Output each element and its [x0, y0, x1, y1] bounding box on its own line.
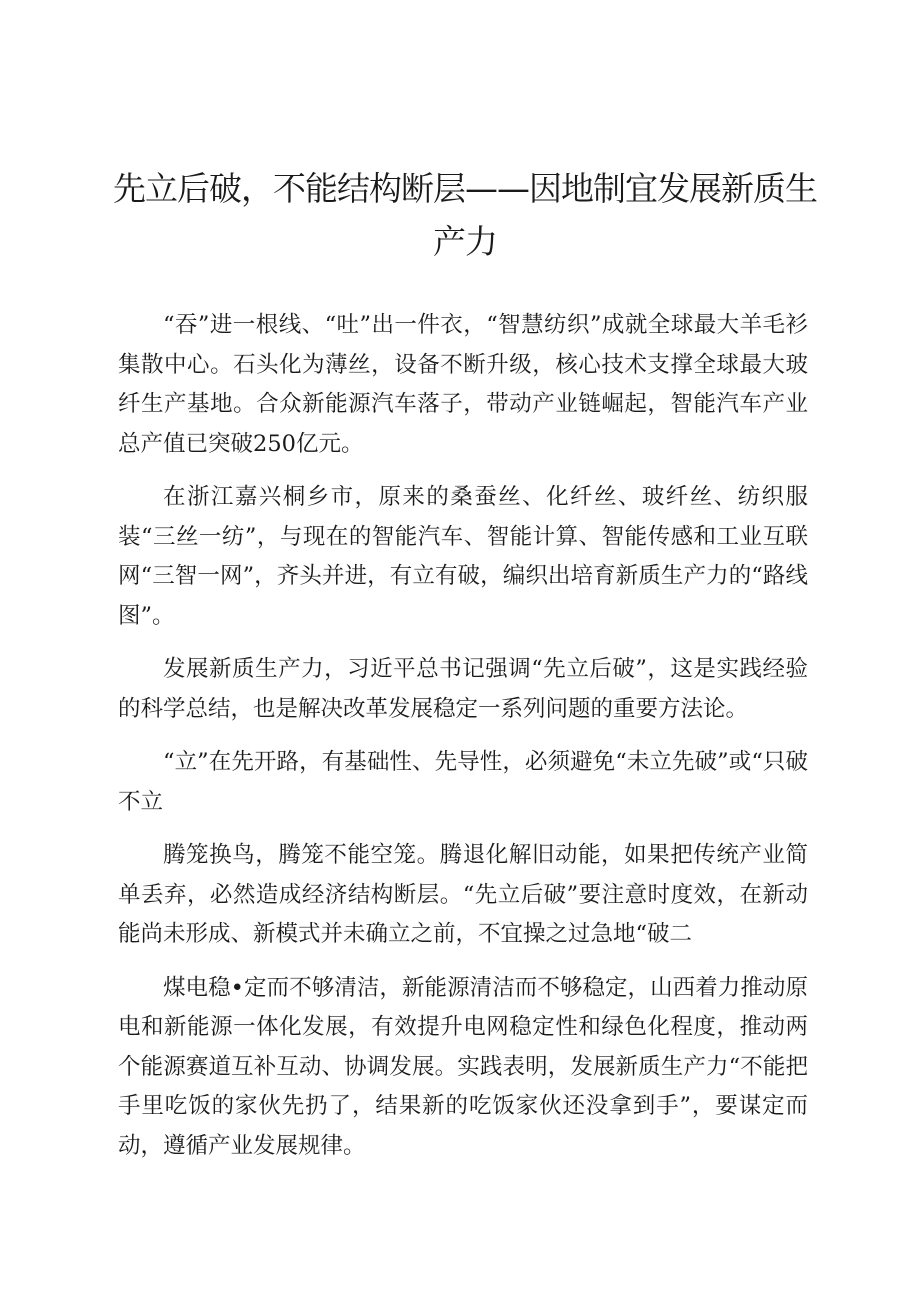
paragraph: 煤电稳•定而不够清洁，新能源清洁而不够稳定，山西着力推动原电和新能源一体化发展，有效提升电网稳定性和绿色化程度，推动两个能源赛道互补互动、协调发展。实践表明，发展新质生产力“不能把手里吃饭的家伙先扔了，结果新的吃饭家伙还没拿到手”，要谋定而动，遵循产业发展规律。: [118, 974, 808, 1159]
document-title: 先立后破，不能结构断层——因地制宜发展新质生产力: [113, 169, 817, 261]
paragraph: 发展新质生产力，习近平总书记强调“先立后破”，这是实践经验的科学总结，也是解决改革发展稳定一系列问题的重要方法论。: [118, 656, 808, 722]
paragraph: “吞”进一根线、“吐”出一件衣，“智慧纺织”成就全球最大羊毛衫集散中心。石头化为薄丝，设备不断升级，核心技术支撑全球最大玻纤生产基地。合众新能源汽车落子，带动产业链崛起，智能汽车产业总产值已突破250亿元。: [118, 312, 808, 457]
document-body: [118, 306, 808, 1180]
paragraph: 在浙江嘉兴桐乡市，原来的桑蚕丝、化纤丝、玻纤丝、纺织服装“三丝一纺”，与现在的智能汽车、智能计算、智能传感和工业互联网“三智一网”，齐头并进，有立有破，编织出培育新质生产力的“路线图”。: [118, 484, 808, 629]
paragraph: “立”在先开路，有基础性、先导性，必须避免“未立先破”或“只破不立: [118, 749, 808, 815]
paragraph: 腾笼换鸟，腾笼不能空笼。腾退化解旧动能，如果把传统产业简单丢弃，必然造成经济结构断层。“先立后破”要注意时度效，在新动能尚未形成、新模式并未确立之前，不宜操之过急地“破二: [118, 842, 808, 947]
